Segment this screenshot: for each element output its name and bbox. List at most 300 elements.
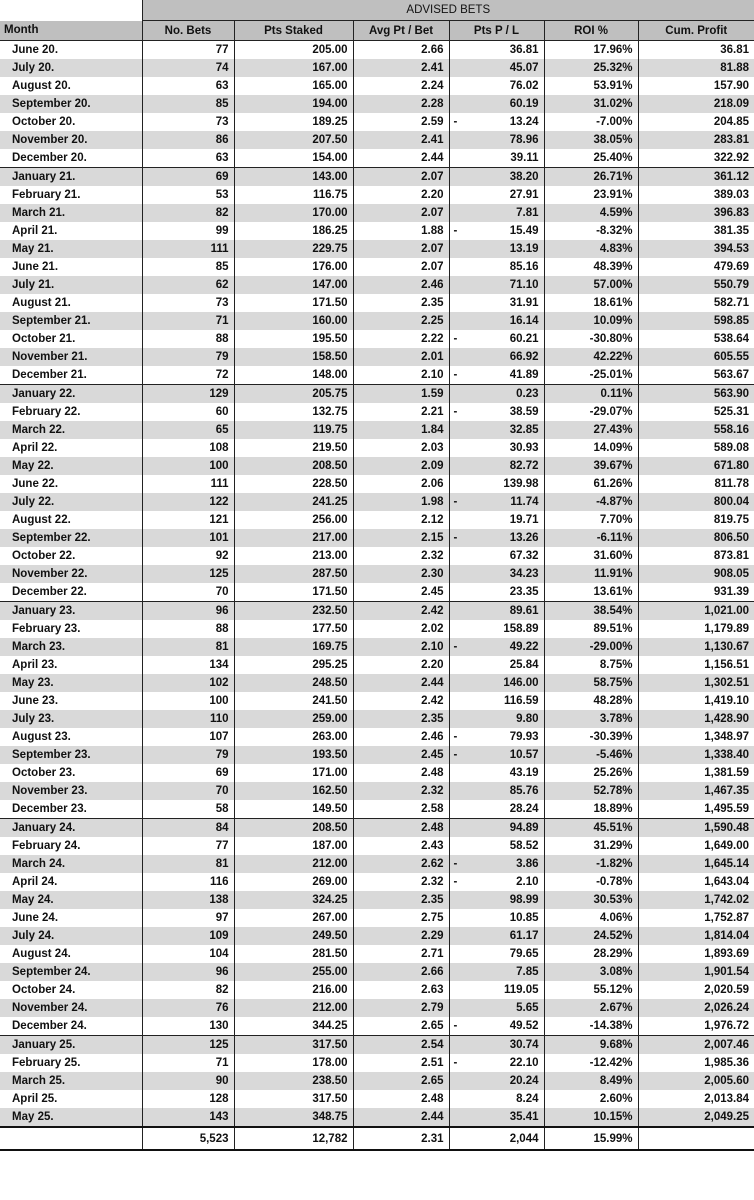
pl-value: 35.41 — [509, 1111, 539, 1123]
cell-roi: 45.51% — [544, 819, 638, 838]
cell-staked: 178.00 — [234, 1054, 353, 1072]
cell-avg: 2.06 — [353, 475, 449, 493]
cell-cum-profit: 1,348.97 — [638, 728, 754, 746]
cell-staked: 256.00 — [234, 511, 353, 529]
cell-staked: 287.50 — [234, 565, 353, 583]
table-row — [0, 457, 754, 475]
cell-cum-profit: 1,302.51 — [638, 674, 754, 692]
cell-roi: -1.82% — [544, 855, 638, 873]
cell-roi: -8.32% — [544, 222, 638, 240]
cell-staked: 205.75 — [234, 385, 353, 404]
pl-value: 79.65 — [509, 948, 539, 960]
table-row — [0, 945, 754, 963]
table-row — [0, 41, 754, 60]
cell-month: February 21. — [12, 189, 81, 201]
table-row — [0, 927, 754, 945]
cell-month: June 24. — [12, 912, 59, 924]
cell-bets: 63 — [142, 77, 234, 95]
cell-bets: 72 — [142, 366, 234, 385]
cell-avg: 2.75 — [353, 909, 449, 927]
total-staked: 12,782 — [234, 1127, 353, 1150]
pl-value: 45.07 — [509, 62, 539, 74]
cell-cum-profit: 1,338.40 — [638, 746, 754, 764]
cell-roi: 58.75% — [544, 674, 638, 692]
column-header-staked: Pts Staked — [234, 21, 353, 41]
negative-sign: - — [453, 858, 458, 870]
cell-avg: 2.03 — [353, 439, 449, 457]
cell-pl — [449, 41, 544, 60]
pl-value: 28.24 — [509, 803, 539, 815]
cell-bets: 109 — [142, 927, 234, 945]
pl-value: 49.52 — [509, 1020, 539, 1032]
pl-value: 98.99 — [509, 894, 539, 906]
cell-month: July 22. — [0, 493, 142, 511]
cell-bets: 85 — [142, 258, 234, 276]
cell-avg: 2.48 — [353, 1090, 449, 1108]
cell-pl — [449, 583, 544, 602]
cell-staked: 187.00 — [234, 837, 353, 855]
cell-avg: 2.01 — [353, 348, 449, 366]
cell-bets: 110 — [142, 710, 234, 728]
cell-cum-profit: 1,419.10 — [638, 692, 754, 710]
cell-cum-profit: 2,049.25 — [638, 1108, 754, 1127]
cell-month: June 20. — [12, 44, 59, 56]
cell-cum-profit: 396.83 — [638, 204, 754, 222]
cell-cum-profit: 1,985.36 — [638, 1054, 754, 1072]
cell-cum-profit: 873.81 — [638, 547, 754, 565]
cell-month: June 23. — [12, 695, 59, 707]
cell-pl — [449, 782, 544, 800]
table-row — [0, 909, 754, 927]
cell-staked: 194.00 — [234, 95, 353, 113]
pl-value: 22.10 — [509, 1057, 539, 1069]
table-row — [0, 583, 754, 602]
pl-value: 2.10 — [516, 876, 539, 888]
cell-avg: 1.88 — [353, 222, 449, 240]
pl-value: 10.57 — [509, 749, 539, 761]
cell-bets: 69 — [142, 168, 234, 187]
cell-avg: 2.09 — [353, 457, 449, 475]
table-row — [0, 493, 754, 511]
column-header-cum-profit: Cum. Profit — [638, 21, 754, 41]
cell-cum-profit: 2,013.84 — [638, 1090, 754, 1108]
cell-month: December 21. — [12, 369, 87, 381]
pl-value: 66.92 — [509, 351, 539, 363]
cell-avg: 2.66 — [353, 41, 449, 60]
cell-month: May 24. — [0, 891, 142, 909]
cell-staked: 267.00 — [234, 909, 353, 927]
pl-value: 60.19 — [509, 98, 539, 110]
table-row — [0, 674, 754, 692]
cell-bets: 130 — [142, 1017, 234, 1036]
cell-roi: 23.91% — [544, 186, 638, 204]
cell-avg: 2.32 — [353, 547, 449, 565]
cell-staked: 212.00 — [234, 999, 353, 1017]
cell-pl — [449, 168, 544, 187]
cell-avg: 2.62 — [353, 855, 449, 873]
cell-bets: 71 — [142, 312, 234, 330]
column-header-row — [0, 21, 754, 41]
cell-bets: 76 — [142, 999, 234, 1017]
pl-value: 49.22 — [509, 641, 539, 653]
cell-avg: 2.20 — [353, 186, 449, 204]
table-row — [0, 1017, 754, 1036]
table-row — [0, 149, 754, 168]
cell-bets: 86 — [142, 131, 234, 149]
cell-bets: 97 — [142, 909, 234, 927]
cell-cum-profit: 589.08 — [638, 439, 754, 457]
cell-month: February 22. — [12, 406, 81, 418]
table-row — [0, 565, 754, 583]
cell-staked: 219.50 — [234, 439, 353, 457]
cell-avg: 2.29 — [353, 927, 449, 945]
pl-value: 7.85 — [516, 966, 539, 978]
table-row — [0, 1108, 754, 1127]
cell-cum-profit: 1,645.14 — [638, 855, 754, 873]
cell-cum-profit: 1,742.02 — [638, 891, 754, 909]
cell-staked: 154.00 — [234, 149, 353, 168]
cell-avg: 2.35 — [353, 891, 449, 909]
cell-pl — [449, 565, 544, 583]
negative-sign: - — [453, 406, 458, 418]
cell-bets: 70 — [142, 782, 234, 800]
cell-pl — [449, 95, 544, 113]
table-row — [0, 529, 754, 547]
table-row — [0, 276, 754, 294]
pl-value: 78.96 — [509, 134, 539, 146]
cell-month: September 24. — [0, 963, 142, 981]
cell-roi: 61.26% — [544, 475, 638, 493]
cell-month: April 22. — [12, 442, 58, 454]
cell-bets: 111 — [142, 475, 234, 493]
table-row — [0, 837, 754, 855]
totals-row — [0, 1127, 754, 1150]
pl-value: 8.24 — [516, 1093, 539, 1105]
cell-pl — [449, 800, 544, 819]
cell-roi: 42.22% — [544, 348, 638, 366]
cell-month: November 21. — [0, 348, 142, 366]
cell-pl — [449, 59, 544, 77]
pl-value: 60.21 — [509, 333, 539, 345]
cell-cum-profit: 394.53 — [638, 240, 754, 258]
cell-staked: 213.00 — [234, 547, 353, 565]
pl-value: 38.20 — [509, 171, 539, 183]
cell-pl — [449, 837, 544, 855]
cell-pl — [449, 746, 544, 764]
cell-avg: 2.79 — [353, 999, 449, 1017]
pl-value: 85.76 — [509, 785, 539, 797]
pl-value: 20.24 — [509, 1075, 539, 1087]
cell-avg: 2.07 — [353, 204, 449, 222]
cell-roi: 10.15% — [544, 1108, 638, 1127]
cell-staked: 167.00 — [234, 59, 353, 77]
cell-avg: 2.25 — [353, 312, 449, 330]
cell-avg: 2.07 — [353, 168, 449, 187]
pl-value: 13.24 — [509, 116, 539, 128]
pl-value: 71.10 — [509, 279, 539, 291]
cell-roi: 3.78% — [544, 710, 638, 728]
cell-roi: 14.09% — [544, 439, 638, 457]
pl-value: 9.80 — [516, 713, 539, 725]
cell-bets: 71 — [142, 1054, 234, 1072]
cell-roi: 48.39% — [544, 258, 638, 276]
cell-month: January 21. — [0, 168, 142, 187]
cell-roi: 4.06% — [544, 909, 638, 927]
cell-roi: -29.07% — [544, 403, 638, 421]
cell-month: December 22. — [12, 586, 87, 598]
cell-avg: 2.63 — [353, 981, 449, 999]
cell-staked: 147.00 — [234, 276, 353, 294]
cell-month: April 21. — [12, 225, 58, 237]
cell-month: May 22. — [0, 457, 142, 475]
table-row — [0, 168, 754, 187]
negative-sign: - — [453, 532, 458, 544]
cell-bets: 63 — [142, 149, 234, 168]
cell-staked: 193.50 — [234, 746, 353, 764]
table-row — [0, 95, 754, 113]
cell-staked: 216.00 — [234, 981, 353, 999]
cell-month: April 25. — [12, 1093, 58, 1105]
cell-cum-profit: 1,495.59 — [638, 800, 754, 819]
table-row — [0, 366, 754, 385]
cell-roi: 30.53% — [544, 891, 638, 909]
negative-sign: - — [453, 369, 458, 381]
table-row — [0, 746, 754, 764]
cell-avg: 2.30 — [353, 565, 449, 583]
cell-avg: 2.35 — [353, 710, 449, 728]
cell-cum-profit: 1,976.72 — [638, 1017, 754, 1036]
cell-avg: 2.51 — [353, 1054, 449, 1072]
negative-sign: - — [453, 749, 458, 761]
pl-value: 3.86 — [516, 858, 539, 870]
table-row — [0, 981, 754, 999]
cell-avg: 2.59 — [353, 113, 449, 131]
cell-month: February 23. — [12, 623, 81, 635]
cell-avg: 2.45 — [353, 746, 449, 764]
cell-staked: 241.25 — [234, 493, 353, 511]
cell-month: June 21. — [12, 261, 59, 273]
cell-avg: 2.41 — [353, 59, 449, 77]
table-row — [0, 330, 754, 348]
cell-roi: 9.68% — [544, 1036, 638, 1055]
cell-avg: 2.22 — [353, 330, 449, 348]
cell-roi: 31.60% — [544, 547, 638, 565]
cell-cum-profit: 563.67 — [638, 366, 754, 385]
table-row — [0, 59, 754, 77]
cell-month: October 21. — [12, 333, 76, 345]
cell-roi: 4.83% — [544, 240, 638, 258]
cell-month: August 24. — [12, 948, 71, 960]
cell-month: January 22. — [0, 385, 142, 404]
cell-pl — [449, 77, 544, 95]
negative-sign: - — [453, 116, 458, 128]
cell-month: August 23. — [12, 731, 71, 743]
cell-bets: 90 — [142, 1072, 234, 1090]
table-row — [0, 222, 754, 240]
cell-pl — [449, 439, 544, 457]
cell-cum-profit: 819.75 — [638, 511, 754, 529]
cell-cum-profit: 204.85 — [638, 113, 754, 131]
table-row — [0, 186, 754, 204]
cell-roi: -0.78% — [544, 873, 638, 891]
cell-staked: 295.25 — [234, 656, 353, 674]
cell-bets: 65 — [142, 421, 234, 439]
cell-month: November 22. — [0, 565, 142, 583]
cell-bets: 121 — [142, 511, 234, 529]
cell-avg: 2.07 — [353, 240, 449, 258]
cell-bets: 79 — [142, 348, 234, 366]
cell-bets: 81 — [142, 855, 234, 873]
cell-month: September 23. — [0, 746, 142, 764]
cell-roi: 25.40% — [544, 149, 638, 168]
cell-roi: 3.08% — [544, 963, 638, 981]
cell-cum-profit: 1,467.35 — [638, 782, 754, 800]
cell-pl — [449, 873, 544, 891]
pl-value: 94.89 — [509, 822, 539, 834]
cell-avg: 2.15 — [353, 529, 449, 547]
cell-month: February 25. — [12, 1057, 81, 1069]
cell-staked: 148.00 — [234, 366, 353, 385]
cell-roi: 39.67% — [544, 457, 638, 475]
cell-bets: 101 — [142, 529, 234, 547]
cell-bets: 111 — [142, 240, 234, 258]
cell-month: November 20. — [0, 131, 142, 149]
cell-avg: 2.44 — [353, 149, 449, 168]
column-header-roi: ROI % — [544, 21, 638, 41]
pl-value: 119.05 — [503, 984, 539, 996]
cell-avg: 2.44 — [353, 1108, 449, 1127]
cell-cum-profit: 2,007.46 — [638, 1036, 754, 1055]
cell-bets: 88 — [142, 620, 234, 638]
pl-value: 139.98 — [503, 478, 539, 490]
cell-avg: 2.20 — [353, 656, 449, 674]
cell-bets: 70 — [142, 583, 234, 602]
cell-avg: 2.32 — [353, 873, 449, 891]
cell-roi: 28.29% — [544, 945, 638, 963]
cell-avg: 2.54 — [353, 1036, 449, 1055]
cell-cum-profit: 2,005.60 — [638, 1072, 754, 1090]
cell-roi: 7.70% — [544, 511, 638, 529]
cell-month: March 24. — [0, 855, 142, 873]
column-header-month: Month — [0, 21, 142, 41]
cell-roi: 31.29% — [544, 837, 638, 855]
cell-cum-profit: 389.03 — [638, 186, 754, 204]
table-row — [0, 764, 754, 782]
cell-month: May 25. — [0, 1108, 142, 1127]
table-row — [0, 258, 754, 276]
cell-roi: 8.49% — [544, 1072, 638, 1090]
cell-month: October 24. — [12, 984, 76, 996]
cell-month: December 24. — [12, 1020, 87, 1032]
cell-staked: 149.50 — [234, 800, 353, 819]
cell-bets: 138 — [142, 891, 234, 909]
table-row — [0, 385, 754, 404]
cell-staked: 217.00 — [234, 529, 353, 547]
table-row — [0, 511, 754, 529]
cell-pl — [449, 258, 544, 276]
cell-bets: 79 — [142, 746, 234, 764]
pl-value: 116.59 — [503, 695, 539, 707]
cell-pl — [449, 1090, 544, 1108]
cell-pl — [449, 674, 544, 692]
cell-avg: 2.02 — [353, 620, 449, 638]
negative-sign: - — [453, 876, 458, 888]
cell-pl — [449, 692, 544, 710]
cell-cum-profit: 558.16 — [638, 421, 754, 439]
cell-avg: 2.66 — [353, 963, 449, 981]
cell-pl — [449, 909, 544, 927]
pl-value: 36.81 — [509, 44, 539, 56]
pl-value: 58.52 — [509, 840, 539, 852]
cell-cum-profit: 1,901.54 — [638, 963, 754, 981]
cell-staked: 348.75 — [234, 1108, 353, 1127]
table-row — [0, 692, 754, 710]
cell-staked: 208.50 — [234, 457, 353, 475]
cell-bets: 102 — [142, 674, 234, 692]
pl-value: 16.14 — [509, 315, 539, 327]
negative-sign: - — [453, 731, 458, 743]
cell-month: January 24. — [0, 819, 142, 838]
cell-pl — [449, 1036, 544, 1055]
cell-pl — [449, 385, 544, 404]
cell-avg: 2.46 — [353, 728, 449, 746]
cell-staked: 171.00 — [234, 764, 353, 782]
table-row — [0, 403, 754, 421]
cell-month: January 25. — [0, 1036, 142, 1055]
negative-sign: - — [453, 225, 458, 237]
table-row — [0, 294, 754, 312]
group-title-row — [0, 0, 754, 21]
cell-month: March 22. — [0, 421, 142, 439]
cell-cum-profit: 605.55 — [638, 348, 754, 366]
cell-month: March 21. — [0, 204, 142, 222]
pl-value: 25.84 — [509, 659, 539, 671]
cell-month: July 20. — [0, 59, 142, 77]
cell-month: June 22. — [12, 478, 59, 490]
cell-bets: 62 — [142, 276, 234, 294]
cell-avg: 2.48 — [353, 819, 449, 838]
cell-roi: -30.80% — [544, 330, 638, 348]
group-title-spacer — [0, 0, 142, 21]
pl-value: 39.11 — [510, 152, 539, 164]
cell-avg: 2.12 — [353, 511, 449, 529]
cell-bets: 58 — [142, 800, 234, 819]
cell-bets: 92 — [142, 547, 234, 565]
cell-cum-profit: 381.35 — [638, 222, 754, 240]
cell-avg: 2.32 — [353, 782, 449, 800]
cell-cum-profit: 811.78 — [638, 475, 754, 493]
cell-roi: 24.52% — [544, 927, 638, 945]
cell-bets: 104 — [142, 945, 234, 963]
pl-value: 11.74 — [510, 496, 539, 508]
cell-month: May 23. — [0, 674, 142, 692]
table-row — [0, 77, 754, 95]
cell-avg: 2.43 — [353, 837, 449, 855]
group-title: ADVISED BETS — [142, 0, 754, 21]
cell-staked: 143.00 — [234, 168, 353, 187]
cell-cum-profit: 1,893.69 — [638, 945, 754, 963]
cell-pl — [449, 999, 544, 1017]
cell-staked: 248.50 — [234, 674, 353, 692]
cell-cum-profit: 2,020.59 — [638, 981, 754, 999]
cell-pl — [449, 963, 544, 981]
pl-value: 13.19 — [509, 243, 539, 255]
cell-staked: 249.50 — [234, 927, 353, 945]
cell-pl — [449, 529, 544, 547]
cell-bets: 84 — [142, 819, 234, 838]
cell-cum-profit: 1,643.04 — [638, 873, 754, 891]
cell-staked: 269.00 — [234, 873, 353, 891]
